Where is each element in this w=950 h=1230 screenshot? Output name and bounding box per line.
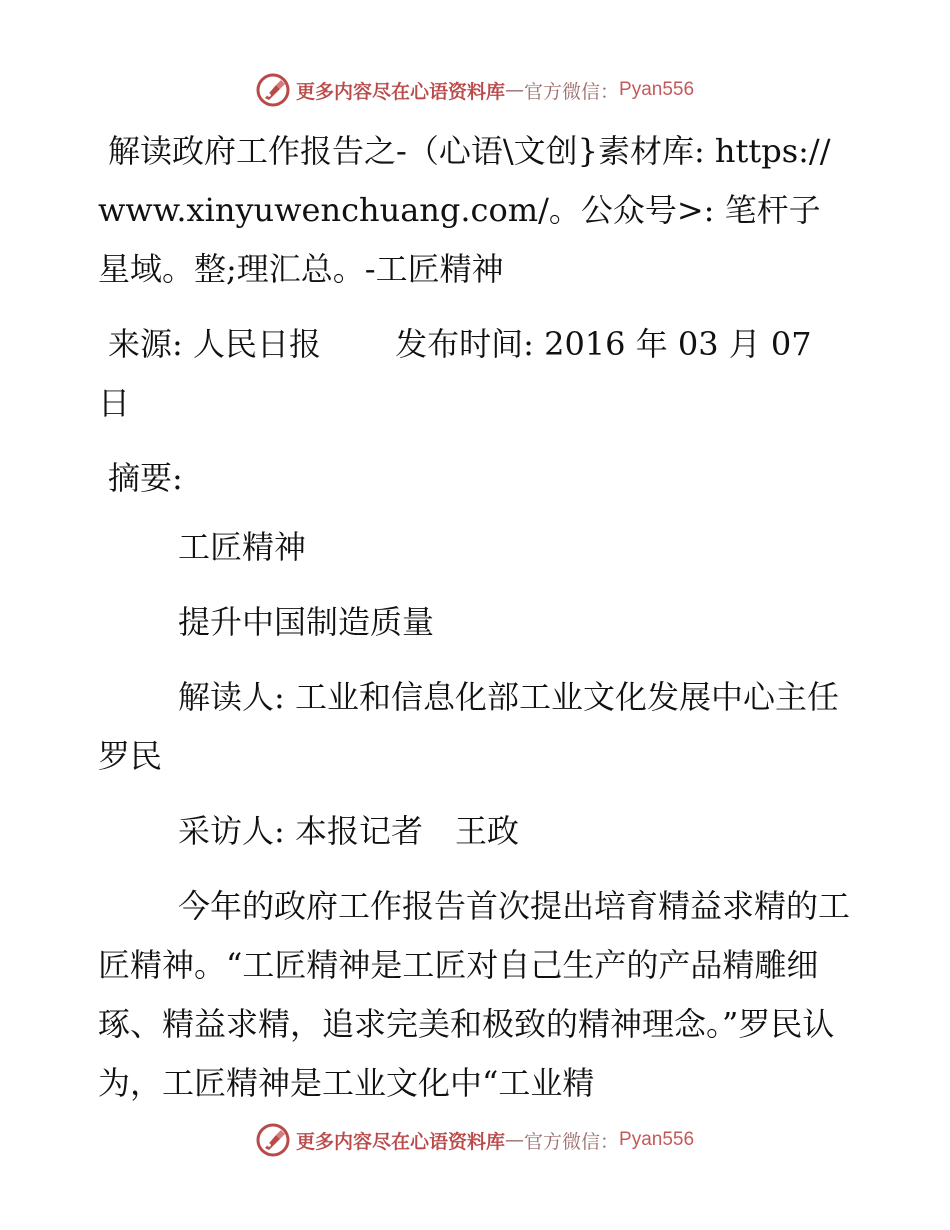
summary-label: 摘要: bbox=[108, 459, 183, 497]
document-title: 解读政府工作报告之-（心语\文创}素材库: https://www.xinyuwenchuang.com/。公众号>: 笔杆子星域。整;理汇总。-工匠精神 bbox=[98, 132, 831, 288]
wechat-id: Pyan556 bbox=[619, 1129, 695, 1150]
official-wechat-label: 官方微信 bbox=[523, 1130, 600, 1153]
footer-banner bbox=[0, 1120, 950, 1160]
document-body bbox=[98, 122, 871, 1113]
source-line: 来源: 人民日报 发布时间: 2016 年 03 月 07 日 bbox=[98, 325, 812, 422]
promo-text: 更多内容尽在心语资料库 bbox=[295, 80, 505, 103]
colon-separator: ： bbox=[600, 80, 620, 103]
dash-separator: — bbox=[504, 79, 524, 101]
promo-text: 更多内容尽在心语资料库 bbox=[295, 1130, 505, 1153]
colon-separator: ： bbox=[600, 1130, 620, 1153]
body-paragraph: 今年的政府工作报告首次提出培育精益求精的工匠精神。“工匠精神是工匠对自己生产的产品精雕细琢、精益求精，追求完美和极致的精神理念。”罗民认为，工匠精神是工业文化中“工业精 bbox=[98, 887, 851, 1102]
wechat-id: Pyan556 bbox=[619, 79, 695, 100]
interpreter-line: 解读人: 工业和信息化部工业文化发展中心主任 罗民 bbox=[98, 678, 871, 775]
dash-separator: — bbox=[504, 1129, 524, 1151]
summary-title-1: 工匠精神 bbox=[178, 528, 307, 566]
pen-nib-icon bbox=[256, 73, 290, 107]
official-wechat-label: 官方微信 bbox=[523, 80, 600, 103]
header-banner bbox=[0, 70, 950, 110]
interviewer-line: 采访人: 本报记者 王政 bbox=[178, 812, 519, 850]
summary-title-2: 提升中国制造质量 bbox=[178, 603, 435, 641]
pen-nib-icon bbox=[256, 1123, 290, 1157]
